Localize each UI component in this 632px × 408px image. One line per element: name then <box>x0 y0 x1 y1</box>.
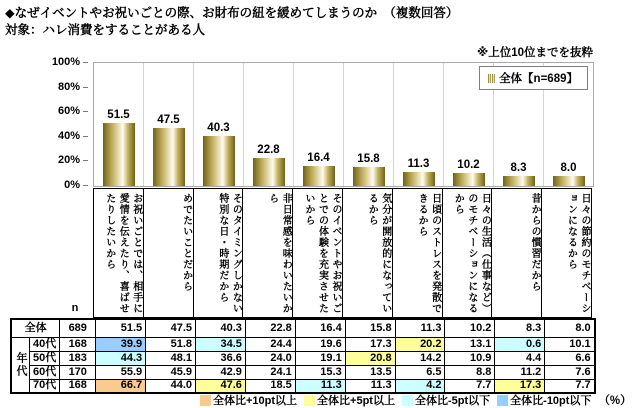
table-cell-value: 47.5 <box>146 319 196 337</box>
table-cell-value: 10.2 <box>445 319 495 337</box>
table-cell-value: 8.3 <box>495 319 545 337</box>
table-cell-value: 24.0 <box>245 351 295 365</box>
table-cell-value: 20.8 <box>345 351 395 365</box>
table-cell-value: 17.3 <box>345 337 395 351</box>
table-cell-value: 4.2 <box>395 379 445 393</box>
table-row <box>11 337 595 351</box>
table-cell-value: 14.2 <box>395 351 445 365</box>
bar <box>253 158 285 186</box>
row-group-label: 年代 <box>11 337 30 393</box>
comparison-legend-item <box>402 392 490 408</box>
y-tick-label: 40% <box>57 129 80 142</box>
table-cell-value: 44.0 <box>146 379 196 393</box>
bar-value-label: 15.8 <box>357 152 380 165</box>
table-cell-value: 19.6 <box>295 337 345 351</box>
bar <box>203 136 235 186</box>
comparison-legend-label: 全体比-5pt以下 <box>414 395 491 407</box>
table-cell-value: 10.9 <box>445 351 495 365</box>
chart-column <box>194 63 244 186</box>
table-cell-value: 0.6 <box>495 337 545 351</box>
table-cell-value: 11.3 <box>345 379 395 393</box>
chart-legend-label: 全体【n=689】 <box>499 73 578 85</box>
chart-column <box>94 63 144 186</box>
chart-column <box>144 63 194 186</box>
comparison-legend-swatch <box>497 395 508 406</box>
page-title: ◆なぜイベントやお祝いごとの際、お財布の紐を緩めてしまうのか （複数回答） <box>5 6 459 20</box>
table-cell-value: 51.8 <box>146 337 196 351</box>
comparison-legend-item <box>497 392 591 408</box>
table-cell-value: 24.4 <box>245 337 295 351</box>
bar-value-label: 8.0 <box>560 162 577 175</box>
row-label-ageband: 60代 <box>30 365 60 379</box>
table-cell-value: 55.9 <box>96 365 146 379</box>
y-tick-mark <box>83 87 88 88</box>
row-n-value: 168 <box>60 337 96 351</box>
row-label-ageband: 40代 <box>30 337 60 351</box>
row-label-total: 全体 <box>11 319 60 337</box>
table-row <box>11 365 595 379</box>
row-label-ageband: 50代 <box>30 351 60 365</box>
table-cell-value: 45.9 <box>146 365 196 379</box>
bar-value-label: 10.2 <box>457 159 480 172</box>
table-cell-value: 36.6 <box>196 351 246 365</box>
bar-value-label: 16.4 <box>307 151 330 164</box>
table-cell-value: 19.1 <box>295 351 345 365</box>
table-cell-value: 8.0 <box>545 319 595 337</box>
comparison-legend-swatch <box>402 395 413 406</box>
y-tick-label: 20% <box>57 154 80 167</box>
y-tick-label: 60% <box>57 105 80 118</box>
bar <box>553 176 585 186</box>
table-cell-value: 11.3 <box>395 319 445 337</box>
y-tick-mark <box>83 136 88 137</box>
series-marker-chip <box>488 74 491 83</box>
bar-chart-plot-area <box>93 62 594 187</box>
page-subtitle: 対象：ハレ消費をすることがある人 <box>5 23 206 37</box>
row-n-value: 170 <box>60 365 96 379</box>
category-cell: 昔からの慣習だから <box>492 189 542 317</box>
y-tick-mark <box>83 111 88 112</box>
table-cell-value: 16.4 <box>295 319 345 337</box>
table-cell-value: 13.5 <box>345 365 395 379</box>
table-cell-value: 18.5 <box>245 379 295 393</box>
category-cell: そのタイミングしかない特別な日・時期だから <box>194 189 244 317</box>
chart-column <box>294 63 344 186</box>
bar-value-label: 8.3 <box>510 161 527 174</box>
comparison-legend-swatch <box>200 395 211 406</box>
unit-label: （%） <box>598 395 632 407</box>
table-cell-value: 34.5 <box>196 337 246 351</box>
bar-value-label: 11.3 <box>407 158 430 171</box>
bar <box>503 176 535 186</box>
table-row <box>11 351 595 365</box>
category-cell: そのイベントやお祝いごとでの体験を充実させたいから <box>293 189 343 317</box>
row-label-ageband: 70代 <box>30 379 60 393</box>
table-cell-value: 39.9 <box>96 337 146 351</box>
table-row <box>11 319 595 337</box>
category-label-row <box>93 188 592 318</box>
bar-value-label: 40.3 <box>207 122 230 135</box>
table-cell-value: 24.1 <box>245 365 295 379</box>
bar-value-label: 51.5 <box>107 108 130 121</box>
table-cell-value: 48.1 <box>146 351 196 365</box>
y-tick-label: 80% <box>57 80 80 93</box>
table-cell-value: 4.4 <box>495 351 545 365</box>
table-cell-value: 11.2 <box>495 365 545 379</box>
chart-column <box>244 63 294 186</box>
table-cell-value: 20.2 <box>395 337 445 351</box>
row-n-value: 183 <box>60 351 96 365</box>
chart-column <box>344 63 394 186</box>
chart-legend-box <box>479 66 588 90</box>
series-marker-chip <box>492 74 495 83</box>
y-tick-mark <box>83 62 88 63</box>
comparison-legend <box>200 392 632 408</box>
table-cell-value: 6.6 <box>545 351 595 365</box>
comparison-legend-swatch <box>304 395 315 406</box>
bar-value-label: 22.8 <box>257 143 280 156</box>
table-cell-value: 44.3 <box>96 351 146 365</box>
comparison-legend-label: 全体比-10pt以下 <box>510 395 592 407</box>
table-cell-value: 66.7 <box>96 379 146 393</box>
table-cell-value: 42.9 <box>196 365 246 379</box>
y-axis <box>40 56 88 191</box>
category-cell: 日頃のストレスを発散できるから <box>393 189 443 317</box>
table-cell-value: 40.3 <box>196 319 246 337</box>
table-cell-value: 8.8 <box>445 365 495 379</box>
table-cell-value: 13.1 <box>445 337 495 351</box>
bar-value-label: 47.5 <box>157 113 180 126</box>
comparison-legend-label: 全体比+5pt以上 <box>317 395 395 407</box>
chart-column <box>394 63 444 186</box>
row-n-value: 689 <box>60 319 96 337</box>
bar <box>403 172 435 186</box>
table-cell-value: 47.6 <box>196 379 246 393</box>
table-cell-value: 6.5 <box>395 365 445 379</box>
table-cell-value: 11.3 <box>295 379 345 393</box>
bar <box>353 167 385 186</box>
table-row <box>11 379 595 393</box>
category-cell: 日々の生活（仕事など）のモチベーションになるから <box>443 189 493 317</box>
y-tick-label: 0% <box>64 179 80 191</box>
comparison-legend-item <box>304 392 395 408</box>
category-cell: お祝いごとでは、相手に愛情を伝えたり、喜ばせたりしたいから <box>94 189 144 317</box>
table-cell-value: 22.8 <box>245 319 295 337</box>
bar <box>453 173 485 186</box>
bar <box>303 166 335 186</box>
y-tick-mark <box>83 185 88 186</box>
top10-note: ※上位10位までを抜粋 <box>477 47 593 59</box>
category-cell: 非日常感を味わいたいから <box>243 189 293 317</box>
category-cell: めでたいことだから <box>144 189 194 317</box>
category-cell: 気分が開放的になっているから <box>343 189 393 317</box>
bar <box>103 123 135 186</box>
table-cell-value: 15.8 <box>345 319 395 337</box>
category-cell: 日々の節約のモチベーションになるから <box>565 193 590 314</box>
series-marker-icon <box>488 74 495 83</box>
table-cell-value: 15.3 <box>295 365 345 379</box>
comparison-legend-item <box>200 392 297 408</box>
data-table <box>10 318 596 394</box>
table-cell-value: 7.7 <box>445 379 495 393</box>
n-column-header: n <box>71 302 79 314</box>
table-cell-value: 10.1 <box>545 337 595 351</box>
data-table-body <box>11 319 595 393</box>
y-tick-mark <box>83 160 88 161</box>
comparison-legend-label: 全体比+10pt以上 <box>213 395 298 407</box>
bar <box>153 128 185 186</box>
table-cell-value: 7.7 <box>545 379 595 393</box>
table-cell-value: 51.5 <box>96 319 146 337</box>
y-tick-label: 100% <box>51 56 80 68</box>
table-cell-value: 7.6 <box>545 365 595 379</box>
table-cell-value: 17.3 <box>495 379 545 393</box>
row-n-value: 168 <box>60 379 96 393</box>
